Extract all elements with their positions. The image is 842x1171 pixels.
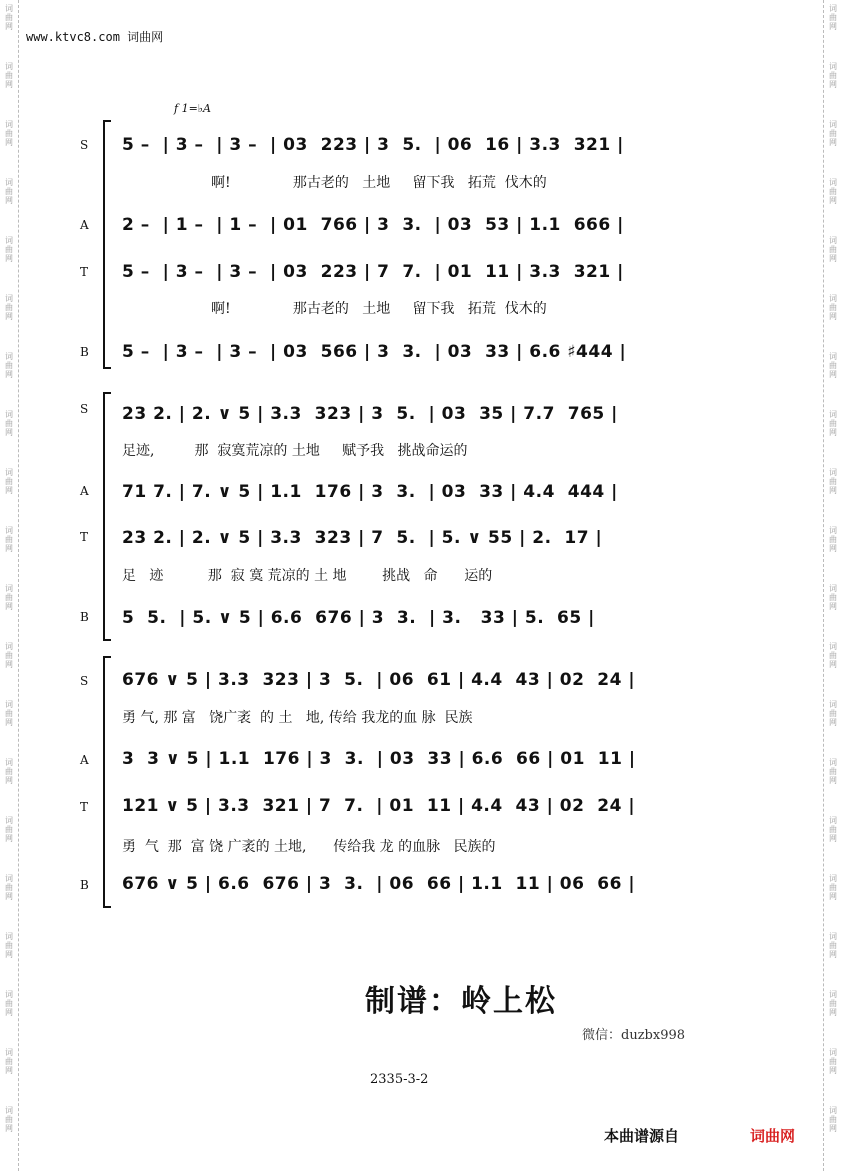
watermark-text: 词 曲 网 <box>5 526 13 553</box>
watermark-text: 词 曲 网 <box>829 1048 837 1075</box>
score-system-1 <box>80 120 750 370</box>
watermark-text: 词 曲 网 <box>829 4 837 31</box>
left-watermark-strip <box>0 0 19 1171</box>
tenor-lyrics: 足 迹 那 寂 寞 荒凉的 土 地 挑战 命 运的 <box>122 568 493 584</box>
watermark-text: 词 曲 网 <box>829 410 837 437</box>
system-brace <box>103 392 111 641</box>
watermark-text: 词 曲 网 <box>5 294 13 321</box>
bass-notes: 676 ∨ 5 | 6.6 676 | 3 3. | 06 66 | 1.1 11 | 06 66 | <box>122 874 636 894</box>
soprano-notes: 676 ∨ 5 | 3.3 323 | 3 5. | 06 61 | 4.4 43 | 02 24 | <box>122 670 636 690</box>
watermark-text: 词 曲 网 <box>829 700 837 727</box>
tenor-notes: 5 – | 3 – | 3 – | 03 223 | 7 7. | 01 11 | 3.3 321 | <box>122 262 624 282</box>
page-number: 2335-3-2 <box>370 1072 429 1087</box>
watermark-text: 词 曲 网 <box>829 816 837 843</box>
voice-label: T <box>80 800 89 814</box>
voice-label: S <box>80 674 89 688</box>
watermark-text: 词 曲 网 <box>5 990 13 1017</box>
watermark-text: 词 曲 网 <box>5 410 13 437</box>
alto-notes: 71 7. | 7. ∨ 5 | 1.1 176 | 3 3. | 03 33 | 4.4 444 | <box>122 482 618 502</box>
voice-label: S <box>80 138 89 152</box>
tenor-lyrics: 勇 气 那 富 饶 广袤的 土地, 传给我 龙 的血脉 民族的 <box>122 839 496 855</box>
voice-label: T <box>80 530 89 544</box>
tenor-notes: 23 2. | 2. ∨ 5 | 3.3 323 | 7 5. | 5. ∨ 55 | 2. 17 | <box>122 528 603 548</box>
watermark-text: 词 曲 网 <box>829 584 837 611</box>
watermark-text: 词 曲 网 <box>5 932 13 959</box>
watermark-text: 词 曲 网 <box>829 526 837 553</box>
score-system-3 <box>80 656 750 906</box>
watermark-text: 词 曲 网 <box>5 758 13 785</box>
watermark-text: 词 曲 网 <box>829 178 837 205</box>
watermark-text: 词 曲 网 <box>829 62 837 89</box>
right-watermark-strip <box>823 0 842 1171</box>
watermark-text: 词 曲 网 <box>829 990 837 1017</box>
voice-label: T <box>80 265 89 279</box>
soprano-notes: 5 – | 3 – | 3 – | 03 223 | 3 5. | 06 16 | 3.3 321 | <box>122 135 624 155</box>
watermark-text: 词 曲 网 <box>5 1048 13 1075</box>
alto-notes: 3 3 ∨ 5 | 1.1 176 | 3 3. | 03 33 | 6.6 66 | 01 11 | <box>122 749 636 769</box>
soprano-notes: 23 2. | 2. ∨ 5 | 3.3 323 | 3 5. | 03 35 | 7.7 765 | <box>122 404 618 424</box>
system-brace <box>103 656 111 908</box>
watermark-text: 词 曲 网 <box>829 120 837 147</box>
watermark-text: 词 曲 网 <box>829 1106 837 1133</box>
watermark-text: 词 曲 网 <box>5 352 13 379</box>
alto-notes: 2 – | 1 – | 1 – | 01 766 | 3 3. | 03 53 | 1.1 666 | <box>122 215 624 235</box>
watermark-text: 词 曲 网 <box>5 178 13 205</box>
watermark-text: 词 曲 网 <box>5 4 13 31</box>
source-label: 本曲谱源自 <box>604 1127 680 1145</box>
watermark-text: 词 曲 网 <box>5 584 13 611</box>
tenor-lyrics: 啊! 那古老的 土地 留下我 拓荒 伐木的 <box>122 301 547 317</box>
watermark-text: 词 曲 网 <box>5 816 13 843</box>
voice-label: S <box>80 402 89 416</box>
wechat-contact: 微信：duzbx998 <box>582 1028 686 1043</box>
voice-label: B <box>80 878 89 892</box>
voice-label: B <box>80 610 89 624</box>
watermark-text: 词 曲 网 <box>829 758 837 785</box>
watermark-text: 词 曲 网 <box>829 294 837 321</box>
watermark-text: 词 曲 网 <box>5 700 13 727</box>
watermark-text: 词 曲 网 <box>829 236 837 263</box>
watermark-text: 词 曲 网 <box>5 236 13 263</box>
bass-notes: 5 5. | 5. ∨ 5 | 6.6 676 | 3 3. | 3. 33 | 5. 65 | <box>122 608 595 628</box>
watermark-text: 词 曲 网 <box>5 120 13 147</box>
score-system-2 <box>80 392 750 642</box>
watermark-text: 词 曲 网 <box>829 932 837 959</box>
soprano-lyrics: 啊! 那古老的 土地 留下我 拓荒 伐木的 <box>122 175 547 191</box>
voice-label: B <box>80 345 89 359</box>
site-header[interactable]: www.ktvc8.com 词曲网 <box>26 30 164 44</box>
watermark-text: 词 曲 网 <box>829 352 837 379</box>
watermark-text: 词 曲 网 <box>5 1106 13 1133</box>
source-site-link[interactable]: 词曲网 <box>750 1127 796 1145</box>
watermark-text: 词 曲 网 <box>5 62 13 89</box>
watermark-text: 词 曲 网 <box>5 874 13 901</box>
soprano-lyrics: 足迹, 那 寂寞荒凉的 土地 赋予我 挑战命运的 <box>122 443 468 459</box>
watermark-text: 词 曲 网 <box>829 642 837 669</box>
bass-notes: 5 – | 3 – | 3 – | 03 566 | 3 3. | 03 33 | 6.6 ♯444 | <box>122 342 627 362</box>
soprano-lyrics: 勇 气, 那 富 饶广袤 的 土 地, 传给 我龙的血 脉 民族 <box>122 710 473 726</box>
watermark-text: 词 曲 网 <box>5 468 13 495</box>
voice-label: A <box>80 218 89 232</box>
watermark-text: 词 曲 网 <box>829 874 837 901</box>
watermark-text: 词 曲 网 <box>5 642 13 669</box>
tenor-notes: 121 ∨ 5 | 3.3 321 | 7 7. | 01 11 | 4.4 43 | 02 24 | <box>122 796 636 816</box>
voice-label: A <box>80 753 89 767</box>
watermark-text: 词 曲 网 <box>829 468 837 495</box>
tempo-marking: f 1=♭A <box>174 102 211 115</box>
arranger-credit: 制谱：岭上松 <box>365 984 557 1019</box>
system-brace <box>103 120 111 369</box>
voice-label: A <box>80 484 89 498</box>
